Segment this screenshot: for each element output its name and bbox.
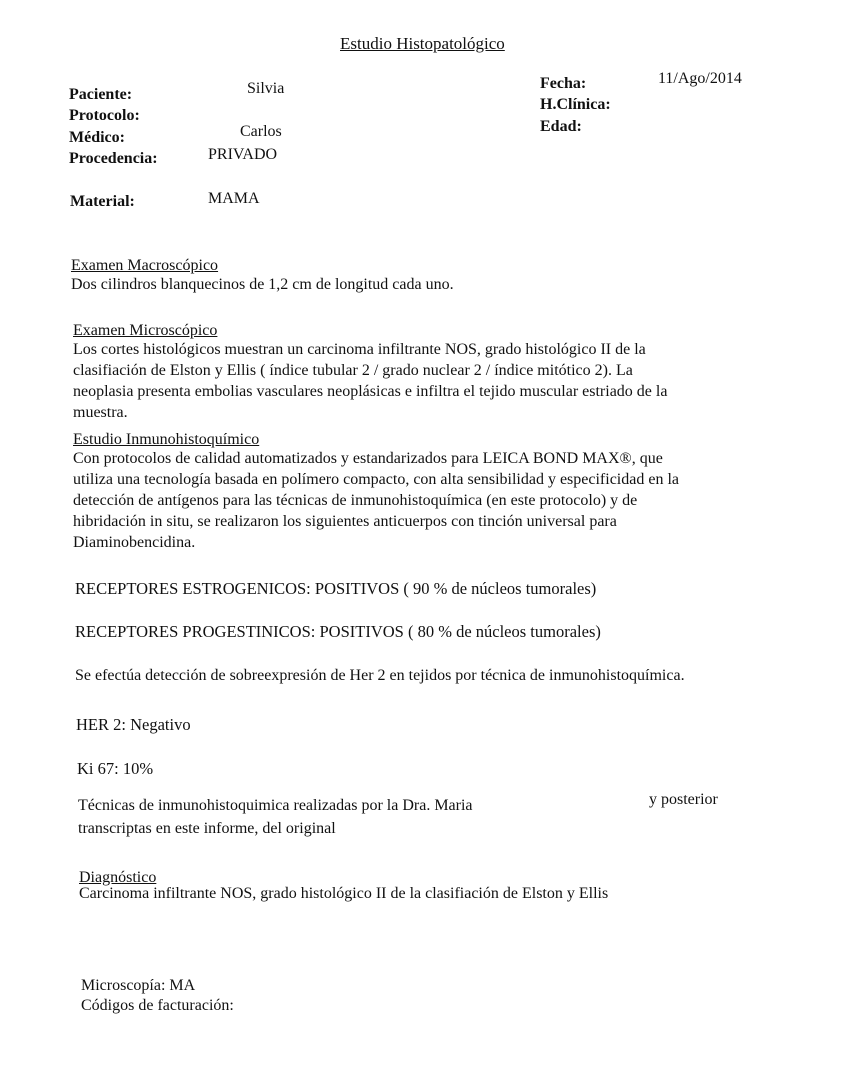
inmuno-line: hibridación in situ, se realizaron los siguientes anticuerpos con tinción universal para <box>73 513 617 530</box>
micro-line: neoplasia presenta embolias vasculares neoplásicas e infiltra el tejido muscular estriado de la <box>73 383 668 400</box>
protocolo-label: Protocolo: <box>69 107 140 124</box>
micro-line: muestra. <box>73 404 128 421</box>
her2-result: HER 2: Negativo <box>76 715 191 734</box>
inmuno-line: Diaminobencidina. <box>73 534 196 551</box>
procedencia-value: PRIVADO <box>208 146 278 163</box>
hclinica-label: H.Clínica: <box>540 96 611 113</box>
micro-paragraph <box>73 339 667 423</box>
procedencia-label: Procedencia: <box>69 150 158 167</box>
material-label: Material: <box>70 193 135 210</box>
document-title: Estudio Histopatológico <box>340 34 505 53</box>
micro-line: clasifiación de Elston y Ellis ( índice tubular 2 / grado nuclear 2 / índice mitótico 2). La <box>73 362 633 379</box>
macro-heading: Examen Macroscópico <box>71 257 219 274</box>
micro-line: Los cortes histológicos muestran un carcinoma infiltrante NOS, grado histológico II de la <box>73 341 646 358</box>
inmuno-line: Con protocolos de calidad automatizados y estandarizados para LEICA BOND MAX®, que <box>73 450 663 467</box>
ki67-result: Ki 67: 10% <box>77 759 154 778</box>
material-value: MAMA <box>208 190 260 207</box>
macro-text: Dos cilindros blanquecinos de 1,2 cm de longitud cada uno. <box>71 276 454 293</box>
inmuno-heading: Estudio Inmunohistoquímico <box>73 431 260 448</box>
tecnicas-line1-end: y posterior <box>649 791 718 808</box>
codigos-facturacion: Códigos de facturación: <box>81 997 234 1014</box>
diagnostico-text: Carcinoma infiltrante NOS, grado histológico II de la clasifiación de Elston y Ellis <box>79 885 609 902</box>
paciente-value: Silvia <box>247 80 285 97</box>
micro-heading: Examen Microscópico <box>73 322 218 339</box>
edad-label: Edad: <box>540 118 582 135</box>
inmuno-line: utiliza una tecnología basada en polímero compacto, con alta sensibilidad y especificidad en la <box>73 471 679 488</box>
fecha-value: 11/Ago/2014 <box>658 70 742 87</box>
fecha-label: Fecha: <box>540 75 587 92</box>
tecnicas-line1: Técnicas de inmunohistoquimica realizadas por la Dra. Maria <box>78 797 473 814</box>
diagnostico-heading: Diagnóstico <box>79 869 157 886</box>
receptores-estrogenicos: RECEPTORES ESTROGENICOS: POSITIVOS ( 90 % de núcleos tumorales) <box>75 579 597 598</box>
medico-value: Carlos <box>240 123 282 140</box>
receptores-progestinicos: RECEPTORES PROGESTINICOS: POSITIVOS ( 80 % de núcleos tumorales) <box>75 622 601 641</box>
inmuno-line: detección de antígenos para las técnicas de inmunohistoquímica (en este protocolo) y de <box>73 492 638 509</box>
microscopia-text: Microscopía: MA <box>81 977 196 994</box>
medico-label: Médico: <box>69 129 125 146</box>
paciente-label: Paciente: <box>69 86 133 103</box>
tecnicas-line2: transcriptas en este informe, del original <box>78 820 336 837</box>
inmuno-paragraph <box>73 448 679 553</box>
her2-method: Se efectúa detección de sobreexpresión de Her 2 en tejidos por técnica de inmunohistoquímica. <box>75 667 685 684</box>
